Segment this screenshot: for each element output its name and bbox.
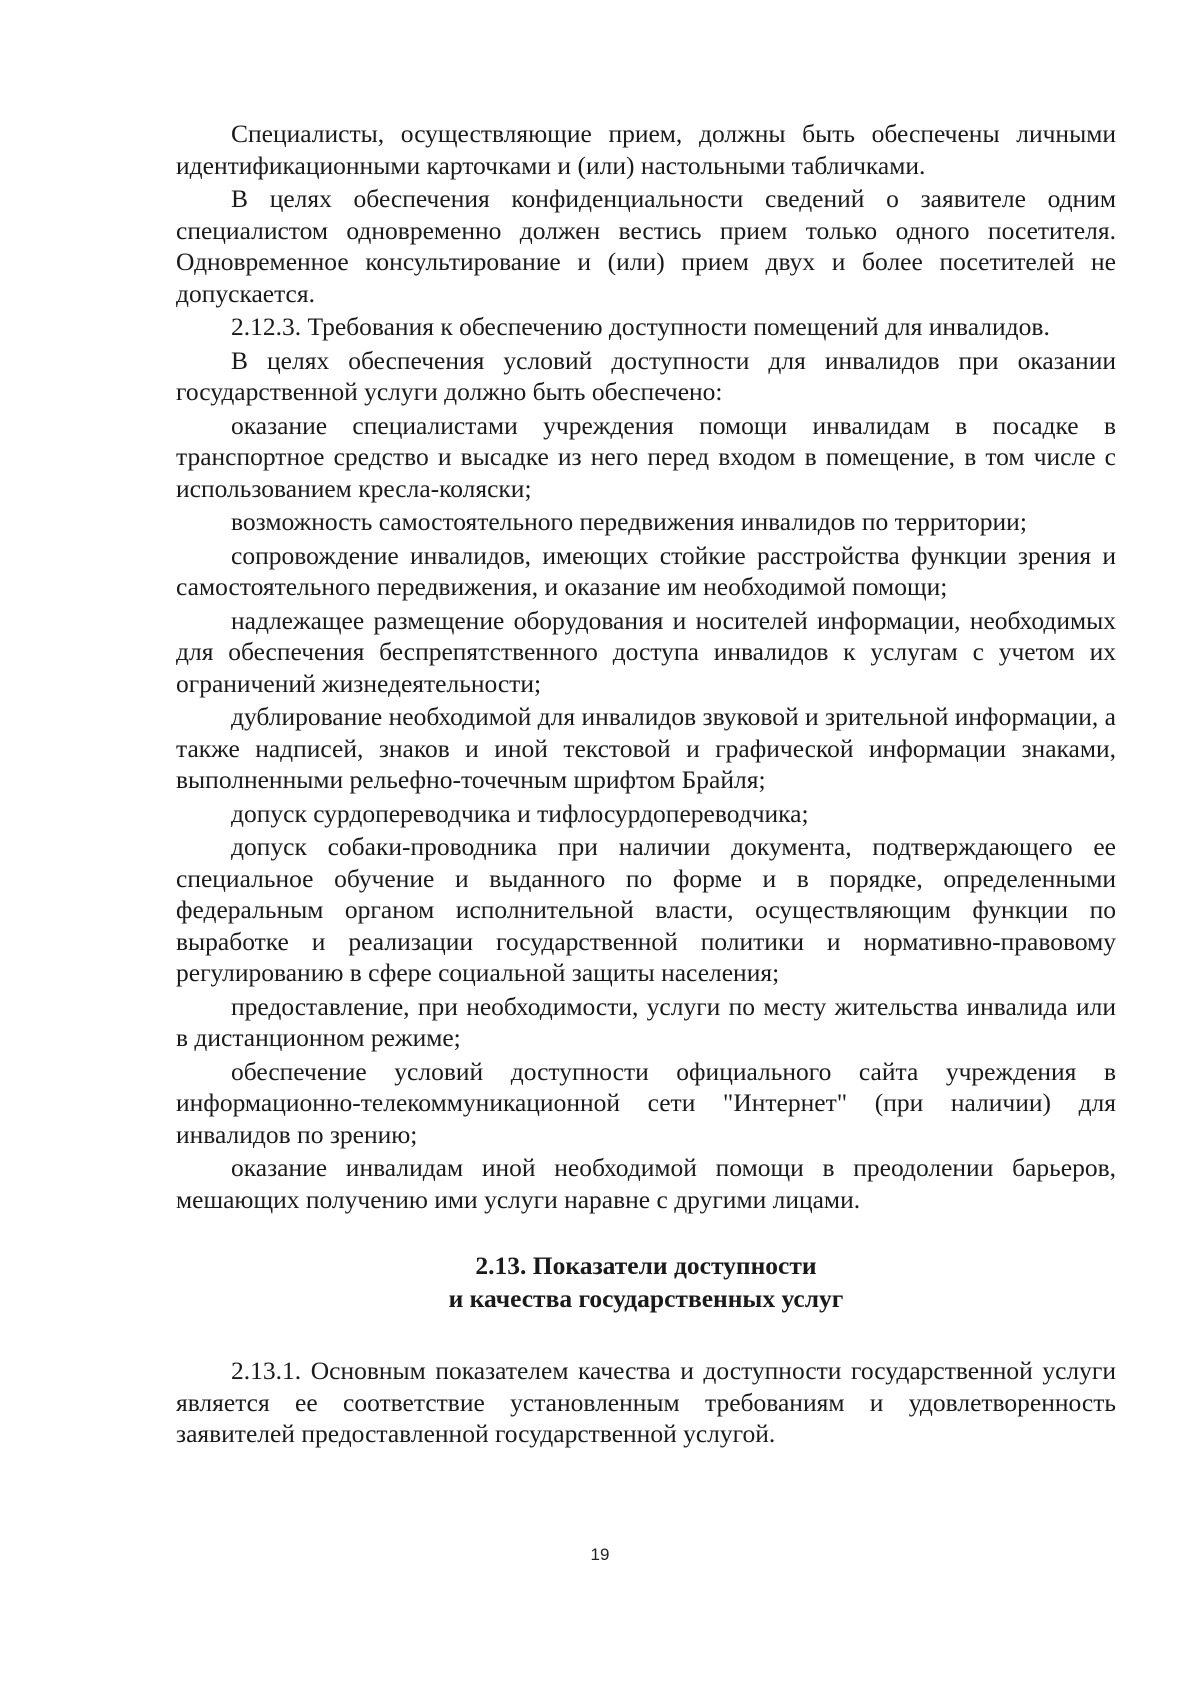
section-heading-2-13 xyxy=(176,1249,1116,1315)
paragraph: В целях обеспечения условий доступности для инвалидов при оказании государственной услуги должно быть обеспечено: xyxy=(176,345,1116,406)
list-item: сопровождение инвалидов, имеющих стойкие расстройства функции зрения и самостоятельного передвижения, и оказание им необходимой помощи; xyxy=(176,540,1116,601)
paragraph: 2.12.3. Требования к обеспечению доступности помещений для инвалидов. xyxy=(231,312,1050,341)
document-page xyxy=(176,118,1116,1452)
list-item: возможность самостоятельного передвижения инвалидов по территории; xyxy=(231,507,1027,536)
page-number: 19 xyxy=(590,1545,610,1564)
list-item: оказание специалистами учреждения помощи инвалидам в посадке в транспортное средство и высадке из него перед входом в помещение, в том числе с использованием кресла-коляски; xyxy=(176,410,1116,503)
list-item: допуск собаки-проводника при наличии документа, подтверждающего ее специальное обучение и выданного по форме и в порядке, определенными федеральным органом исполнительной власти, осуществляющим функции по выработке и реализации государственной политики и нормативно-правовому регулированию в сфере социальной защиты населения; xyxy=(176,832,1116,987)
paragraphs-section-2-12 xyxy=(176,118,1116,1215)
paragraph: 2.13.1. Основным показателем качества и доступности государственной услуги является ее соответствие установленным требованиям и удовлетворенность заявителей предоставленной государственной услугой. xyxy=(176,1356,1116,1448)
paragraph: Специалисты, осуществляющие прием, должны быть обеспечены личными идентификационными карточками и (или) настольными табличками. xyxy=(176,119,1116,180)
list-item: обеспечение условий доступности официального сайта учреждения в информационно-телекоммуникационной сети "Интернет" (при наличии) для инвалидов по зрению; xyxy=(176,1056,1116,1149)
heading-line-1: 2.13. Показатели доступности xyxy=(475,1251,817,1280)
list-item: оказание инвалидам иной необходимой помощи в преодолении барьеров, мешающих получению ими услуги наравне с другими лицами. xyxy=(176,1153,1116,1214)
heading-line-2: и качества государственных услуг xyxy=(448,1284,844,1313)
paragraphs-section-2-13 xyxy=(176,1355,1116,1450)
list-item: дублирование необходимой для инвалидов звуковой и зрительной информации, а также надписей, знаков и иной текстовой и графической информации знаками, выполненными рельефно-точечным шрифтом Брайля; xyxy=(176,702,1116,794)
list-item: надлежащее размещение оборудования и носителей информации, необходимых для обеспечения беспрепятственного доступа инвалидов к услугам с учетом их ограничений жизнедеятельности; xyxy=(176,605,1116,698)
list-item: допуск сурдопереводчика и тифлосурдопереводчика; xyxy=(231,798,809,828)
list-item: предоставление, при необходимости, услуги по месту жительства инвалида или в дистанционном режиме; xyxy=(176,991,1116,1052)
paragraph: В целях обеспечения конфиденциальности сведений о заявителе одним специалистом одновременно должен вестись прием только одного посетителя. Одновременное консультирование и (или) прием двух и более посетителей не допускается. xyxy=(176,184,1116,308)
